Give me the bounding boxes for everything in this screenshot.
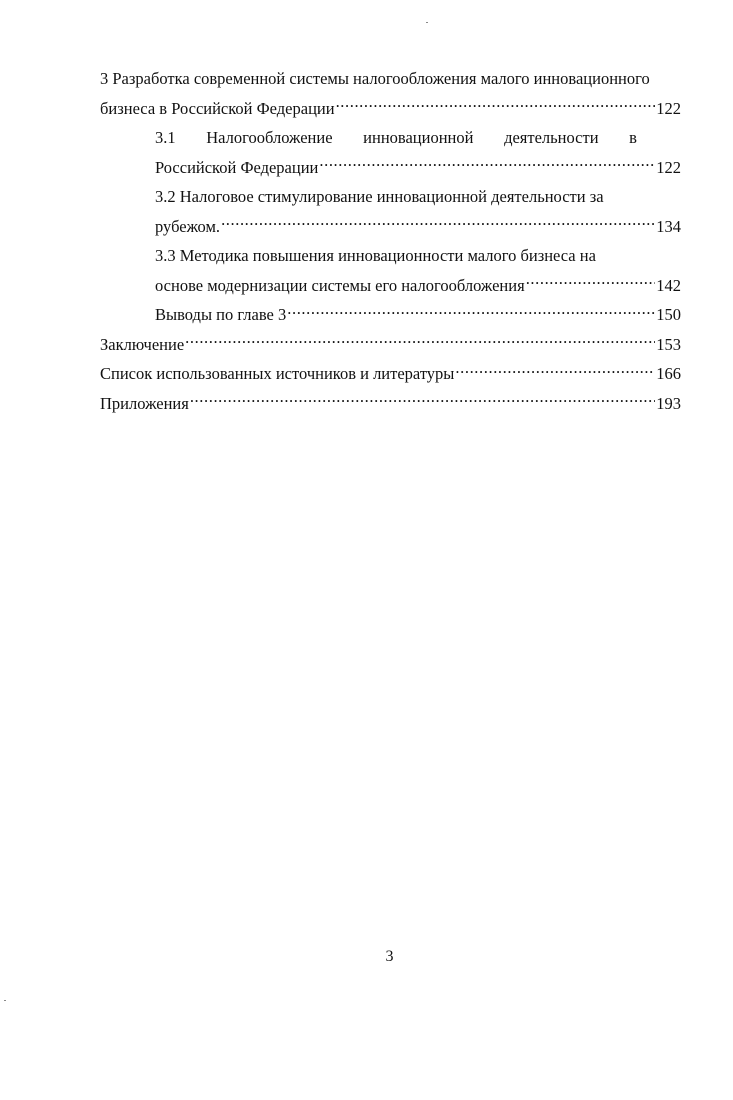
toc-s31-line2[interactable] [155, 153, 681, 183]
toc-references-page: 166 [656, 364, 681, 383]
table-of-contents [100, 64, 681, 418]
toc-s31-title-cont: Российской Федерации [155, 157, 319, 177]
toc-conclusion-title: Заключение [100, 334, 185, 354]
toc-s33-line2[interactable] [155, 271, 681, 301]
toc-conclusions3-title: Выводы по главе 3 [155, 305, 287, 324]
dot-leader [319, 156, 655, 173]
toc-references[interactable] [100, 359, 681, 389]
toc-s31-page: 122 [656, 157, 681, 177]
dot-leader [526, 274, 656, 291]
toc-s32-line2[interactable] [155, 212, 681, 242]
toc-chapter3-line1 [100, 64, 681, 94]
toc-conclusions3[interactable] [155, 300, 681, 330]
toc-s32-title-cont: рубежом. [155, 216, 221, 236]
toc-appendices-title: Приложения [100, 393, 189, 413]
toc-s33-title: 3.3 Методика повышения инновационности малого бизнеса на [155, 246, 596, 265]
toc-s33-title-cont: основе модернизации системы его налогообложения [155, 275, 525, 295]
toc-s33-line1 [155, 241, 681, 271]
scan-speck [426, 22, 428, 23]
toc-s31-word: в [629, 128, 637, 147]
toc-conclusion-page: 153 [656, 334, 681, 354]
dot-leader [336, 97, 656, 114]
dot-leader [455, 363, 655, 380]
toc-chapter3-title-cont: бизнеса в Российской Федерации [100, 98, 335, 118]
dot-leader [287, 304, 655, 321]
toc-s31-word: инновационной [363, 128, 474, 147]
toc-chapter3-line2[interactable] [100, 94, 681, 124]
scan-speck [4, 1000, 6, 1001]
page-number: 3 [385, 948, 394, 965]
toc-s31-line1 [155, 123, 637, 153]
toc-s31-word: Налогообложение [206, 128, 333, 147]
toc-s32-title: 3.2 Налоговое стимулирование инновационной деятельности за [155, 187, 604, 206]
toc-s31-word: 3.1 [155, 128, 176, 147]
toc-references-title: Список использованных источников и литературы [100, 364, 455, 383]
toc-s31-title [155, 123, 637, 153]
toc-appendices-page: 193 [656, 393, 681, 413]
toc-s32-line1 [155, 182, 681, 212]
toc-conclusion[interactable] [100, 330, 681, 360]
toc-conclusions3-page: 150 [656, 305, 681, 324]
toc-s31-word: деятельности [504, 128, 599, 147]
dot-leader [221, 215, 655, 232]
toc-chapter3-title: 3 Разработка современной системы налогообложения малого инновационного [100, 69, 650, 88]
dot-leader [185, 333, 655, 350]
toc-s33-page: 142 [656, 275, 681, 295]
dot-leader [190, 392, 655, 409]
toc-appendices[interactable] [100, 389, 681, 419]
toc-chapter3-page: 122 [656, 98, 681, 118]
toc-s32-page: 134 [656, 216, 681, 236]
